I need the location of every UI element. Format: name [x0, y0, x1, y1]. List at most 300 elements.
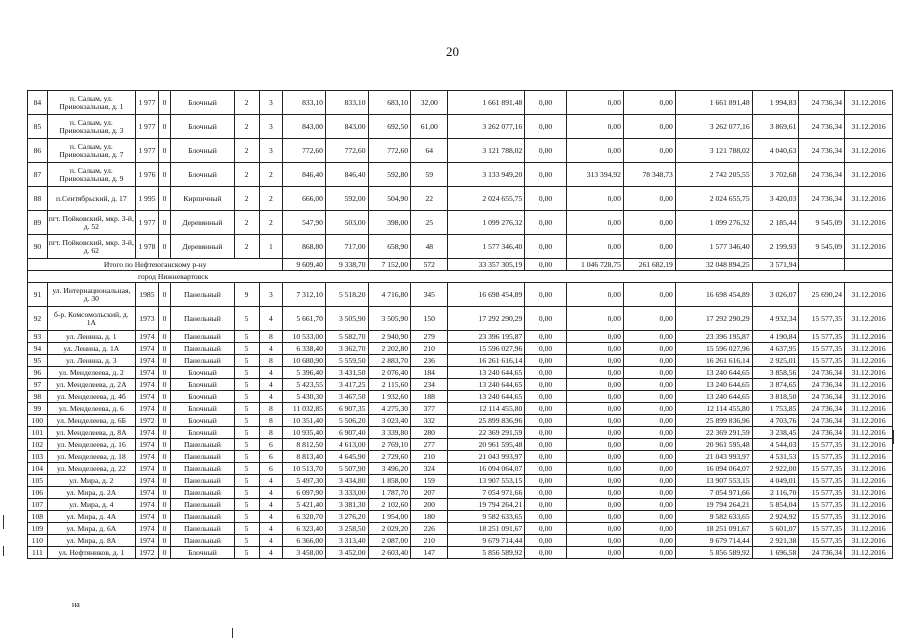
cell-area-residential: 2 202,80 — [368, 343, 411, 355]
cell-completion-date: 31.12.2016 — [845, 343, 893, 355]
cell-cost-limit: 15 577,35 — [799, 487, 845, 499]
cell-area-residential: 3 339,80 — [368, 427, 411, 439]
cell-wall-material: Панельный — [171, 475, 234, 487]
cell-area-residential: 2 087,00 — [368, 535, 411, 547]
cell-residents: 277 — [411, 439, 448, 451]
cell-area-total: 6 338,40 — [283, 343, 326, 355]
cell-area-residential: 2 115,60 — [368, 379, 411, 391]
cell-floor-count: 2 — [234, 115, 259, 139]
cell-cost-limit: 15 577,35 — [799, 523, 845, 535]
cell-fund-1: 0,00 — [525, 91, 567, 115]
cell-fund-4: 13 907 553,15 — [675, 475, 752, 487]
cell-cost-per-sqm: 4 190,84 — [752, 331, 799, 343]
cell-year-overhaul: 0 — [158, 463, 170, 475]
cell-fund-2: 0,00 — [566, 367, 623, 379]
cell-completion-date: 31.12.2016 — [845, 235, 893, 259]
cell-floor-count: 5 — [234, 475, 259, 487]
cell-year-overhaul: 0 — [158, 403, 170, 415]
cell-fund-4: 21 043 993,97 — [675, 451, 752, 463]
cell-completion-date: 31.12.2016 — [845, 511, 893, 523]
cell-area-premises: 717,00 — [325, 235, 368, 259]
cell-wall-material: Панельный — [171, 523, 234, 535]
cell-address: ул. Менделеева, д. 2А — [47, 379, 135, 391]
cell-cost-total: 23 396 195,87 — [448, 331, 525, 343]
cell-address: ул. Менделеева, д. 4б — [47, 391, 135, 403]
cell-floor-count: 5 — [234, 415, 259, 427]
cell-address: б-р. Комсомольский, д. 1А — [47, 307, 135, 331]
cell-wall-material: Блочный — [171, 115, 234, 139]
cell-area-total: 5 396,40 — [283, 367, 326, 379]
cell-floor-count: 5 — [234, 379, 259, 391]
cell-fund-3: 0,00 — [623, 415, 675, 427]
cell-residents: 345 — [411, 283, 448, 307]
cell-completion-date: 31.12.2016 — [845, 331, 893, 343]
cell-entrance-count: 4 — [259, 523, 283, 535]
cell-fund-3: 0,00 — [623, 403, 675, 415]
cell-floor-count: 5 — [234, 451, 259, 463]
cell-year-built: 1972 — [135, 547, 158, 559]
cell-entrance-count: 4 — [259, 367, 283, 379]
cell-fund-1: 0,00 — [525, 379, 567, 391]
cell-cost-total: 17 292 290,29 — [448, 307, 525, 331]
cell-row-number: 88 — [28, 187, 48, 211]
cell-cost-total: 18 251 091,67 — [448, 523, 525, 535]
cell-address: ул. Мира, д. 8А — [47, 535, 135, 547]
cell-cost-per-sqm: 4 049,01 — [752, 475, 799, 487]
cell-fund-1: 0,00 — [525, 439, 567, 451]
cell-year-built: 1 976 — [135, 163, 158, 187]
cell-fund-2: 0,00 — [566, 91, 623, 115]
cell-address: п. Салым, ул. Привокзальная, д. 9 — [47, 163, 135, 187]
cell-completion-date: 31.12.2016 — [845, 523, 893, 535]
cell-floor-count: 5 — [234, 391, 259, 403]
subtotal-residents: 572 — [411, 259, 448, 271]
cell-area-premises: 6 907,35 — [325, 403, 368, 415]
cell-year-overhaul: 0 — [158, 307, 170, 331]
cell-floor-count: 5 — [234, 343, 259, 355]
cell-cost-limit: 15 577,35 — [799, 355, 845, 367]
cell-wall-material: Панельный — [171, 439, 234, 451]
cell-cost-total: 3 121 788,02 — [448, 139, 525, 163]
cell-wall-material: Блочный — [171, 391, 234, 403]
cell-fund-4: 17 292 290,29 — [675, 307, 752, 331]
cell-address: п. Салым, ул. Привокзальная, д. 7 — [47, 139, 135, 163]
table-row — [28, 115, 893, 139]
cell-entrance-count: 4 — [259, 511, 283, 523]
cell-year-overhaul: 0 — [158, 487, 170, 499]
table-row — [28, 427, 893, 439]
cell-cost-per-sqm: 3 858,56 — [752, 367, 799, 379]
cell-year-overhaul: 0 — [158, 475, 170, 487]
cell-fund-2: 0,00 — [566, 403, 623, 415]
subtotal-row — [28, 259, 893, 271]
cell-cost-limit: 15 577,35 — [799, 511, 845, 523]
cell-cost-total: 13 907 553,15 — [448, 475, 525, 487]
cell-year-overhaul: 0 — [158, 391, 170, 403]
cell-fund-4: 3 121 788,02 — [675, 139, 752, 163]
cell-wall-material: Панельный — [171, 487, 234, 499]
cell-area-premises: 5 559,50 — [325, 355, 368, 367]
cell-row-number: 94 — [28, 343, 48, 355]
cell-fund-3: 0,00 — [623, 211, 675, 235]
cell-area-residential: 3 505,90 — [368, 307, 411, 331]
cell-entrance-count: 3 — [259, 115, 283, 139]
cell-residents: 210 — [411, 451, 448, 463]
cell-area-premises: 3 333,00 — [325, 487, 368, 499]
cell-fund-1: 0,00 — [525, 391, 567, 403]
table-row — [28, 367, 893, 379]
cell-residents: 236 — [411, 355, 448, 367]
cell-cost-limit: 24 736,34 — [799, 547, 845, 559]
cell-cost-per-sqm: 3 702,68 — [752, 163, 799, 187]
cell-fund-1: 0,00 — [525, 331, 567, 343]
cell-area-residential: 1 932,60 — [368, 391, 411, 403]
cell-floor-count: 5 — [234, 307, 259, 331]
cell-area-premises: 5 507,90 — [325, 463, 368, 475]
table-row — [28, 343, 893, 355]
cell-year-overhaul: 0 — [158, 379, 170, 391]
cell-cost-total: 7 054 971,66 — [448, 487, 525, 499]
cell-fund-2: 0,00 — [566, 115, 623, 139]
cell-fund-1: 0,00 — [525, 163, 567, 187]
cell-fund-3: 0,00 — [623, 427, 675, 439]
cell-cost-limit: 15 577,35 — [799, 499, 845, 511]
cell-area-residential: 4 275,30 — [368, 403, 411, 415]
cell-fund-4: 1 577 346,40 — [675, 235, 752, 259]
cell-fund-4: 5 856 589,92 — [675, 547, 752, 559]
cell-fund-4: 15 596 027,96 — [675, 343, 752, 355]
table-row — [28, 475, 893, 487]
cell-entrance-count: 4 — [259, 391, 283, 403]
cell-cost-limit: 24 736,34 — [799, 391, 845, 403]
cell-row-number: 89 — [28, 211, 48, 235]
cell-year-built: 1974 — [135, 331, 158, 343]
cell-row-number: 103 — [28, 451, 48, 463]
cell-floor-count: 5 — [234, 535, 259, 547]
cell-residents: 61,00 — [411, 115, 448, 139]
cell-area-premises: 3 362,70 — [325, 343, 368, 355]
table-row — [28, 187, 893, 211]
cell-fund-3: 78 348,73 — [623, 163, 675, 187]
cell-area-total: 6 366,00 — [283, 535, 326, 547]
cell-fund-3: 0,00 — [623, 535, 675, 547]
cell-row-number: 111 — [28, 547, 48, 559]
cell-row-number: 97 — [28, 379, 48, 391]
cell-residents: 150 — [411, 307, 448, 331]
cell-fund-2: 0,00 — [566, 355, 623, 367]
table-row — [28, 547, 893, 559]
cell-address: ул. Ленина, д. 1А — [47, 343, 135, 355]
cell-cost-per-sqm: 5 601,07 — [752, 523, 799, 535]
cell-fund-4: 20 961 595,48 — [675, 439, 752, 451]
cell-row-number: 86 — [28, 139, 48, 163]
cell-area-premises: 592,00 — [325, 187, 368, 211]
cell-fund-2: 0,00 — [566, 415, 623, 427]
table-row — [28, 235, 893, 259]
cell-entrance-count: 2 — [259, 163, 283, 187]
cell-cost-total: 13 240 644,65 — [448, 379, 525, 391]
cell-area-premises: 843,00 — [325, 115, 368, 139]
cell-residents: 180 — [411, 511, 448, 523]
cell-area-premises: 3 452,00 — [325, 547, 368, 559]
cell-floor-count: 5 — [234, 355, 259, 367]
cell-cost-per-sqm: 2 199,93 — [752, 235, 799, 259]
cell-cost-limit: 24 736,34 — [799, 427, 845, 439]
cell-area-residential: 2 883,70 — [368, 355, 411, 367]
margin-tick — [3, 515, 4, 529]
cell-floor-count: 5 — [234, 511, 259, 523]
cell-cost-per-sqm: 4 544,03 — [752, 439, 799, 451]
cell-area-premises: 3 276,20 — [325, 511, 368, 523]
subtotal-area-residential: 7 152,00 — [368, 259, 411, 271]
table-row — [28, 415, 893, 427]
cell-floor-count: 5 — [234, 547, 259, 559]
cell-fund-3: 0,00 — [623, 487, 675, 499]
cell-year-built: 1974 — [135, 487, 158, 499]
cell-cost-limit: 9 545,09 — [799, 211, 845, 235]
cell-area-total: 843,00 — [283, 115, 326, 139]
cell-completion-date: 31.12.2016 — [845, 163, 893, 187]
cell-residents: 226 — [411, 523, 448, 535]
cell-residents: 332 — [411, 415, 448, 427]
cell-fund-2: 0,00 — [566, 535, 623, 547]
cell-cost-total: 16 261 616,14 — [448, 355, 525, 367]
cell-fund-4: 3 262 077,16 — [675, 115, 752, 139]
cell-completion-date: 31.12.2016 — [845, 475, 893, 487]
cell-residents: 280 — [411, 427, 448, 439]
cell-year-built: 1974 — [135, 535, 158, 547]
cell-cost-limit: 24 736,34 — [799, 379, 845, 391]
cell-area-residential: 2 940,90 — [368, 331, 411, 343]
subtotal-fund-1: 0,00 — [525, 259, 567, 271]
table-row — [28, 331, 893, 343]
cell-residents: 377 — [411, 403, 448, 415]
cell-fund-4: 7 054 971,66 — [675, 487, 752, 499]
cell-cost-total: 19 794 264,21 — [448, 499, 525, 511]
cell-year-built: 1974 — [135, 427, 158, 439]
cell-fund-2: 0,00 — [566, 379, 623, 391]
cell-completion-date: 31.12.2016 — [845, 139, 893, 163]
cell-cost-total: 9 679 714,44 — [448, 535, 525, 547]
cell-fund-1: 0,00 — [525, 355, 567, 367]
cell-year-built: 1974 — [135, 367, 158, 379]
cell-cost-per-sqm: 1 994,83 — [752, 91, 799, 115]
table-row — [28, 379, 893, 391]
cell-entrance-count: 4 — [259, 379, 283, 391]
cell-residents: 22 — [411, 187, 448, 211]
cell-fund-4: 19 794 264,21 — [675, 499, 752, 511]
cell-row-number: 96 — [28, 367, 48, 379]
cell-area-premises: 4 645,90 — [325, 451, 368, 463]
cell-completion-date: 31.12.2016 — [845, 427, 893, 439]
cell-address: пгт. Пойковский, мкр. 3-й, д. 52 — [47, 211, 135, 235]
cell-floor-count: 5 — [234, 463, 259, 475]
cell-entrance-count: 4 — [259, 499, 283, 511]
cell-area-total: 772,60 — [283, 139, 326, 163]
cell-area-total: 547,90 — [283, 211, 326, 235]
cell-fund-3: 0,00 — [623, 511, 675, 523]
cell-area-premises: 503,00 — [325, 211, 368, 235]
cell-floor-count: 2 — [234, 91, 259, 115]
cell-cost-total: 16 094 064,07 — [448, 463, 525, 475]
cell-fund-1: 0,00 — [525, 187, 567, 211]
cell-residents: 279 — [411, 331, 448, 343]
cell-floor-count: 9 — [234, 283, 259, 307]
cell-area-total: 3 458,00 — [283, 547, 326, 559]
cell-fund-1: 0,00 — [525, 523, 567, 535]
cell-floor-count: 2 — [234, 163, 259, 187]
cell-cost-limit: 15 577,35 — [799, 451, 845, 463]
cell-area-premises: 3 313,40 — [325, 535, 368, 547]
cell-floor-count: 5 — [234, 439, 259, 451]
cell-fund-2: 0,00 — [566, 451, 623, 463]
cell-area-total: 7 312,10 — [283, 283, 326, 307]
cell-year-built: 1974 — [135, 499, 158, 511]
cell-address: ул. Интернациональная, д. 30 — [47, 283, 135, 307]
cell-area-residential: 1 954,00 — [368, 511, 411, 523]
cell-residents: 234 — [411, 379, 448, 391]
cell-area-residential: 2 102,60 — [368, 499, 411, 511]
cell-fund-4: 16 094 064,07 — [675, 463, 752, 475]
subtotal-fund-2: 1 046 728,75 — [566, 259, 623, 271]
cell-year-built: 1974 — [135, 523, 158, 535]
cell-area-residential: 504,90 — [368, 187, 411, 211]
subtotal-area-premises: 9 338,70 — [325, 259, 368, 271]
cell-floor-count: 2 — [234, 235, 259, 259]
cell-cost-per-sqm: 4 531,53 — [752, 451, 799, 463]
cell-fund-1: 0,00 — [525, 511, 567, 523]
cell-completion-date: 31.12.2016 — [845, 115, 893, 139]
cell-cost-total: 13 240 644,65 — [448, 367, 525, 379]
cell-address: ул. Менделеева, д. 22 — [47, 463, 135, 475]
table-row — [28, 499, 893, 511]
cell-area-premises: 833,10 — [325, 91, 368, 115]
cell-area-premises: 846,40 — [325, 163, 368, 187]
cell-completion-date: 31.12.2016 — [845, 415, 893, 427]
cell-address: ул. Ленина, д. 1 — [47, 331, 135, 343]
margin-tick — [232, 628, 233, 638]
cell-row-number: 91 — [28, 283, 48, 307]
cell-cost-limit: 15 577,35 — [799, 343, 845, 355]
cell-area-residential: 772,60 — [368, 139, 411, 163]
cell-cost-per-sqm: 3 818,50 — [752, 391, 799, 403]
cell-wall-material: Блочный — [171, 379, 234, 391]
cell-year-built: 1 977 — [135, 211, 158, 235]
cell-completion-date: 31.12.2016 — [845, 499, 893, 511]
cell-year-built: 1974 — [135, 439, 158, 451]
cell-fund-3: 0,00 — [623, 367, 675, 379]
cell-area-residential: 2 769,10 — [368, 439, 411, 451]
cell-year-overhaul: 0 — [158, 535, 170, 547]
cell-residents: 210 — [411, 535, 448, 547]
cell-row-number: 106 — [28, 487, 48, 499]
cell-entrance-count: 1 — [259, 235, 283, 259]
cell-cost-total: 1 099 276,32 — [448, 211, 525, 235]
cell-fund-1: 0,00 — [525, 235, 567, 259]
rows-group-nizhnevartovsk-a — [28, 283, 893, 331]
cell-address: ул. Ленина, д. 3 — [47, 355, 135, 367]
cell-entrance-count: 4 — [259, 475, 283, 487]
subtotal-empty-2 — [845, 259, 893, 271]
cell-year-overhaul: 0 — [158, 523, 170, 535]
cell-cost-per-sqm: 4 040,63 — [752, 139, 799, 163]
subtotal-label: Итого по Нефтеюганскому р-ну — [28, 259, 283, 271]
cell-fund-3: 0,00 — [623, 91, 675, 115]
cell-year-overhaul: 0 — [158, 355, 170, 367]
cell-area-total: 6 320,70 — [283, 511, 326, 523]
table-row — [28, 403, 893, 415]
cell-area-total: 5 423,55 — [283, 379, 326, 391]
cell-address: ул. Менделеева, д. 8А — [47, 427, 135, 439]
cell-year-built: 1 977 — [135, 115, 158, 139]
cell-year-overhaul: 0 — [158, 187, 170, 211]
cell-cost-total: 2 024 655,75 — [448, 187, 525, 211]
cell-entrance-count: 4 — [259, 307, 283, 331]
cell-cost-total: 25 899 836,96 — [448, 415, 525, 427]
table-row — [28, 355, 893, 367]
cell-area-residential: 2 603,40 — [368, 547, 411, 559]
cell-floor-count: 5 — [234, 499, 259, 511]
cell-year-overhaul: 0 — [158, 91, 170, 115]
cell-fund-3: 0,00 — [623, 451, 675, 463]
table-row — [28, 163, 893, 187]
cell-cost-total: 1 577 346,40 — [448, 235, 525, 259]
cell-floor-count: 5 — [234, 487, 259, 499]
cell-area-residential: 1 787,70 — [368, 487, 411, 499]
cell-cost-total: 16 698 454,89 — [448, 283, 525, 307]
cell-cost-limit: 24 736,34 — [799, 367, 845, 379]
cell-residents: 184 — [411, 367, 448, 379]
cell-residents: 210 — [411, 343, 448, 355]
cell-fund-3: 0,00 — [623, 331, 675, 343]
cell-row-number: 105 — [28, 475, 48, 487]
cell-completion-date: 31.12.2016 — [845, 451, 893, 463]
cell-fund-2: 0,00 — [566, 427, 623, 439]
cell-area-residential: 3 023,40 — [368, 415, 411, 427]
cell-wall-material: Панельный — [171, 451, 234, 463]
cell-fund-4: 13 240 644,65 — [675, 379, 752, 391]
cell-fund-4: 9 679 714,44 — [675, 535, 752, 547]
cell-area-total: 5 497,30 — [283, 475, 326, 487]
cell-row-number: 84 — [28, 91, 48, 115]
cell-wall-material: Блочный — [171, 403, 234, 415]
cell-cost-limit: 15 577,35 — [799, 331, 845, 343]
cell-area-residential: 3 496,20 — [368, 463, 411, 475]
cell-area-total: 6 323,40 — [283, 523, 326, 535]
cell-wall-material: Деревянный — [171, 211, 234, 235]
cell-residents: 188 — [411, 391, 448, 403]
cell-fund-4: 13 240 644,65 — [675, 391, 752, 403]
cell-cost-total: 5 856 589,92 — [448, 547, 525, 559]
cell-fund-3: 0,00 — [623, 343, 675, 355]
cell-address: ул. Менделеева, д. 6Б — [47, 415, 135, 427]
cell-year-built: 1974 — [135, 343, 158, 355]
cell-fund-1: 0,00 — [525, 475, 567, 487]
cell-year-overhaul: 0 — [158, 367, 170, 379]
cell-fund-1: 0,00 — [525, 343, 567, 355]
cell-fund-3: 0,00 — [623, 463, 675, 475]
cell-area-total: 10 513,70 — [283, 463, 326, 475]
cell-cost-limit: 25 690,24 — [799, 283, 845, 307]
cell-completion-date: 31.12.2016 — [845, 307, 893, 331]
cell-fund-3: 0,00 — [623, 355, 675, 367]
cell-completion-date: 31.12.2016 — [845, 91, 893, 115]
table-row — [28, 487, 893, 499]
cell-year-built: 1 977 — [135, 91, 158, 115]
cell-cost-per-sqm: 3 874,65 — [752, 379, 799, 391]
cell-fund-4: 1 661 891,48 — [675, 91, 752, 115]
cell-year-overhaul: 0 — [158, 415, 170, 427]
